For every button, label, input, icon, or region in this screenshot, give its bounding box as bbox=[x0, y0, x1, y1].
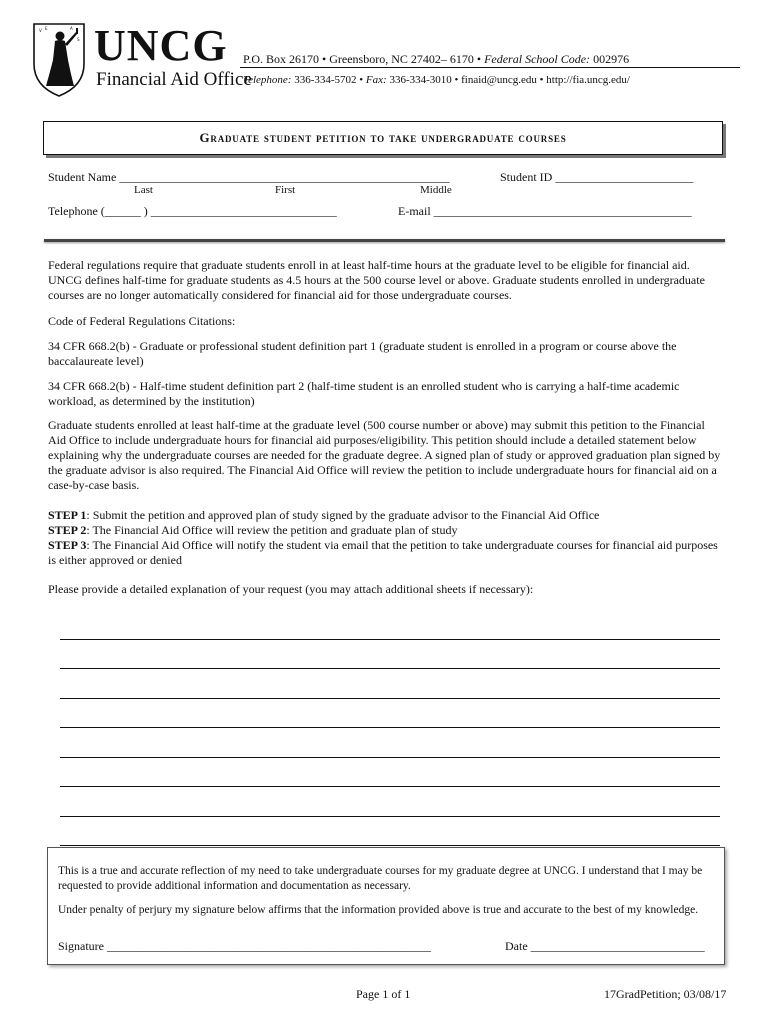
explanation-prompt-text: Please provide a detailed explanation of your request (you may attach additional sheets if necessary): bbox=[48, 582, 534, 596]
section-divider bbox=[44, 239, 725, 242]
steps-list bbox=[48, 508, 723, 568]
uncg-seal-logo bbox=[30, 20, 88, 98]
step-2-label: STEP 2 bbox=[48, 523, 87, 537]
header-address-line bbox=[243, 53, 629, 65]
petition-instructions-text: Graduate students enrolled at least half-time at the graduate level (500 course number or above) may submit this petition to the Financial Aid Office to include undergraduate hours for financial aid purposes/eligibility. This petition should include a detailed statement below explaining why the undergraduate courses are needed for the graduate degree. A signed plan of study or approved graduation plan signed by the graduate advisor is also required. The Financial Aid Office will review the petition to include undergraduate hours for financial aid on a case-by-case basis. bbox=[48, 418, 721, 492]
step-3 bbox=[48, 538, 723, 568]
explanation-line[interactable] bbox=[60, 610, 720, 640]
telephone-field[interactable]: Telephone (______ ) _______________________________ bbox=[48, 204, 337, 218]
step-1-label: STEP 1 bbox=[48, 508, 87, 522]
step-2 bbox=[48, 523, 723, 538]
student-id-field[interactable]: Student ID _______________________ bbox=[500, 170, 694, 184]
form-title-box bbox=[43, 121, 723, 155]
step-1-text: : Submit the petition and approved plan of study signed by the graduate advisor to the Financial Aid Office bbox=[86, 508, 600, 522]
signature-field[interactable]: Signature ______________________________________________________ bbox=[58, 939, 431, 953]
svg-text:A: A bbox=[70, 26, 73, 31]
explanation-line[interactable] bbox=[60, 669, 720, 699]
step-1 bbox=[48, 508, 723, 523]
citations-heading-text: Code of Federal Regulations Citations: bbox=[48, 314, 236, 328]
date-field[interactable]: Date _____________________________ bbox=[505, 939, 705, 953]
petition-instructions bbox=[48, 418, 723, 493]
school-code-value: 002976 bbox=[590, 52, 630, 66]
explanation-line[interactable] bbox=[60, 699, 720, 729]
explanation-line[interactable] bbox=[60, 728, 720, 758]
regulations-paragraph bbox=[48, 258, 723, 303]
middle-label: Middle bbox=[420, 184, 452, 196]
fax-label: Fax: bbox=[365, 74, 387, 86]
svg-text:V: V bbox=[39, 28, 42, 33]
step-3-label: STEP 3 bbox=[48, 538, 87, 552]
telephone-value: 336-334-5702 • bbox=[291, 74, 366, 86]
school-code-label: Federal School Code: bbox=[484, 52, 591, 66]
last-label: Last bbox=[134, 184, 153, 196]
citation-part-1 bbox=[48, 339, 723, 369]
explanation-line[interactable] bbox=[60, 787, 720, 817]
perjury-statement: Under penalty of perjury my signature below affirms that the information provided above is true and accurate to the best of my knowledge. bbox=[58, 904, 699, 916]
office-name: Financial Aid Office bbox=[96, 69, 252, 90]
svg-text:E: E bbox=[45, 26, 48, 31]
student-name-field[interactable]: Student Name _______________________________________________________ bbox=[48, 170, 450, 184]
explanation-prompt bbox=[48, 582, 723, 597]
uncg-wordmark: UNCG bbox=[94, 21, 228, 70]
step-3-text: : The Financial Aid Office will notify the student via email that the petition to take undergraduate courses for financial aid purposes is either approved or denied bbox=[48, 538, 718, 567]
step-2-text: : The Financial Aid Office will review the petition and graduate plan of study bbox=[86, 523, 458, 537]
document-id: 17GradPetition; 03/08/17 bbox=[604, 987, 727, 1001]
first-label: First bbox=[275, 184, 296, 196]
header-contact-line bbox=[243, 75, 630, 86]
page-number: Page 1 of 1 bbox=[356, 987, 411, 1001]
certification-statement: This is a true and accurate reflection of my need to take undergraduate courses for my graduate degree at UNCG. I understand that I may be requested to provide additional information and documentation as necessary. bbox=[58, 865, 703, 892]
telephone-label: Telephone: bbox=[243, 74, 292, 86]
header-rule bbox=[240, 67, 740, 68]
regulations-text: Federal regulations require that graduate students enroll in at least half-time hours at the graduate level to be eligible for financial aid. UNCG defines half-time for graduate students as 4.5 hours at the 500 course level or above. Graduate students enrolled in undergraduate courses are no longer automatically considered for financial aid for those undergraduate courses. bbox=[48, 258, 705, 302]
form-title: Graduate student petition to take undergraduate courses bbox=[199, 130, 567, 145]
citation-part-2 bbox=[48, 379, 723, 409]
explanation-lines[interactable] bbox=[60, 610, 720, 846]
svg-text:S: S bbox=[77, 37, 80, 42]
citations-heading bbox=[48, 314, 723, 329]
explanation-line[interactable] bbox=[60, 817, 720, 847]
header-address: P.O. Box 26170 • Greensboro, NC 27402– 6170 • bbox=[243, 52, 485, 66]
citation-part-2-text: 34 CFR 668.2(b) - Half-time student definition part 2 (half-time student is an enrolled student who is carrying a half-time academic workload, as determined by the institution) bbox=[48, 379, 680, 408]
fax-and-web: 336-334-3010 • finaid@uncg.edu • http://fia.uncg.edu/ bbox=[386, 74, 630, 86]
explanation-line[interactable] bbox=[60, 758, 720, 788]
email-field[interactable]: E-mail ___________________________________________ bbox=[398, 204, 692, 218]
explanation-line[interactable] bbox=[60, 640, 720, 670]
citation-part-1-text: 34 CFR 668.2(b) - Graduate or professional student definition part 1 (graduate student is enrolled in a program or course above the baccalaureate level) bbox=[48, 339, 677, 368]
